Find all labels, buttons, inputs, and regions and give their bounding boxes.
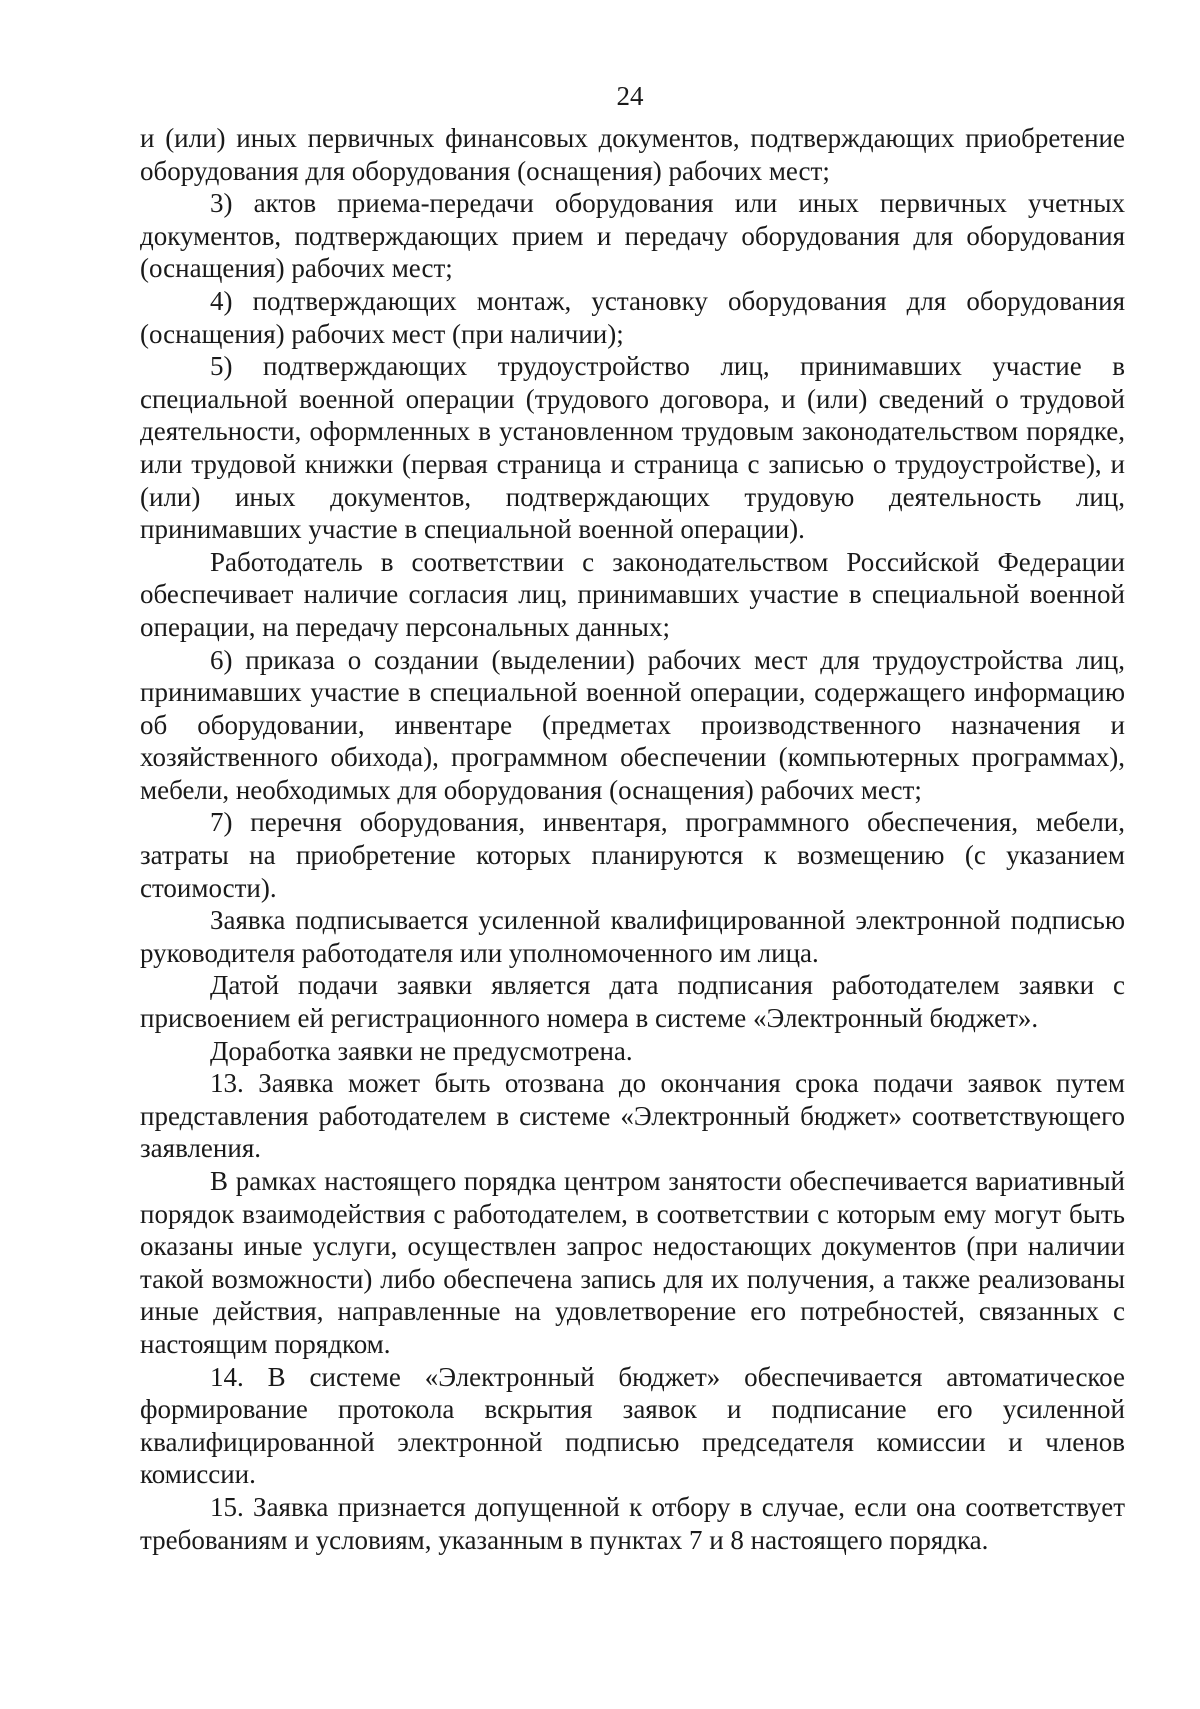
paragraph-section-13: 13. Заявка может быть отозвана до окончания срока подачи заявок путем представления работодателем в системе «Электронный бюджет» соответствующего заявления. xyxy=(140,1068,1125,1164)
paragraph-continuation: и (или) иных первичных финансовых документов, подтверждающих приобретение оборудования для оборудования (оснащения) рабочих мест; xyxy=(140,123,1125,186)
paragraph-item-7: 7) перечня оборудования, инвентаря, программного обеспечения, мебели, затраты на приобретение которых планируются к возмещению (с указанием стоимости). xyxy=(140,807,1125,903)
paragraph-section-14: 14. В системе «Электронный бюджет» обеспечивается автоматическое формирование протокола вскрытия заявок и подписание его усиленной квалифицированной электронной подписью председателя комиссии и членов комиссии. xyxy=(140,1361,1125,1490)
paragraph-variative-procedure: В рамках настоящего порядка центром занятости обеспечивается вариативный порядок взаимодействия с работодателем, в соответствии с которым ему могут быть оказаны иные услуги, осуществлен запрос недостающих документов (при наличии такой возможности) либо обеспечена запись для их получения, а также реализованы иные действия, направленные на удовлетворение его потребностей, связанных с настоящим порядком. xyxy=(140,1166,1125,1359)
paragraph-item-4: 4) подтверждающих монтаж, установку оборудования для оборудования (оснащения) рабочих мест (при наличии); xyxy=(140,285,1125,349)
paragraph-no-revision: Доработка заявки не предусмотрена. xyxy=(210,1035,633,1066)
document-body xyxy=(140,122,1125,1556)
paragraph-item-6: 6) приказа о создании (выделении) рабочих мест для трудоустройства лиц, принимавших участие в специальной военной операции, содержащего информацию об оборудовании, инвентаре (предметах производственного назначения и хозяйственного обихода), программном обеспечении (компьютерных программах), мебели, необходимых для оборудования (оснащения) рабочих мест; xyxy=(140,644,1125,805)
paragraph-item-3: 3) актов приема-передачи оборудования или иных первичных учетных документов, подтверждающих прием и передачу оборудования для оборудования (оснащения) рабочих мест; xyxy=(140,188,1125,284)
paragraph-employer-consent: Работодатель в соответствии с законодательством Российской Федерации обеспечивает наличие согласия лиц, принимавших участие в специальной военной операции, на передачу персональных данных; xyxy=(140,546,1125,642)
page-number: 24 xyxy=(616,81,644,111)
paragraph-submission-date: Датой подачи заявки является дата подписания работодателем заявки с присвоением ей регистрационного номера в системе «Электронный бюджет». xyxy=(140,970,1125,1034)
paragraph-item-5: 5) подтверждающих трудоустройство лиц, принимавших участие в специальной военной операции (трудового договора, и (или) сведений о трудовой деятельности, оформленных в установленном трудовым законодательством порядке, или трудовой книжки (первая страница и страница с записью о трудоустройстве), и (или) иных документов, подтверждающих трудовую деятельность лиц, принимавших участие в специальной военной операции). xyxy=(140,351,1125,545)
paragraph-signature: Заявка подписывается усиленной квалифицированной электронной подписью руководителя работодателя или уполномоченного им лица. xyxy=(140,905,1125,968)
paragraph-section-15: 15. Заявка признается допущенной к отбору в случае, если она соответствует требованиям и условиям, указанным в пунктах 7 и 8 настоящего порядка. xyxy=(140,1491,1125,1555)
